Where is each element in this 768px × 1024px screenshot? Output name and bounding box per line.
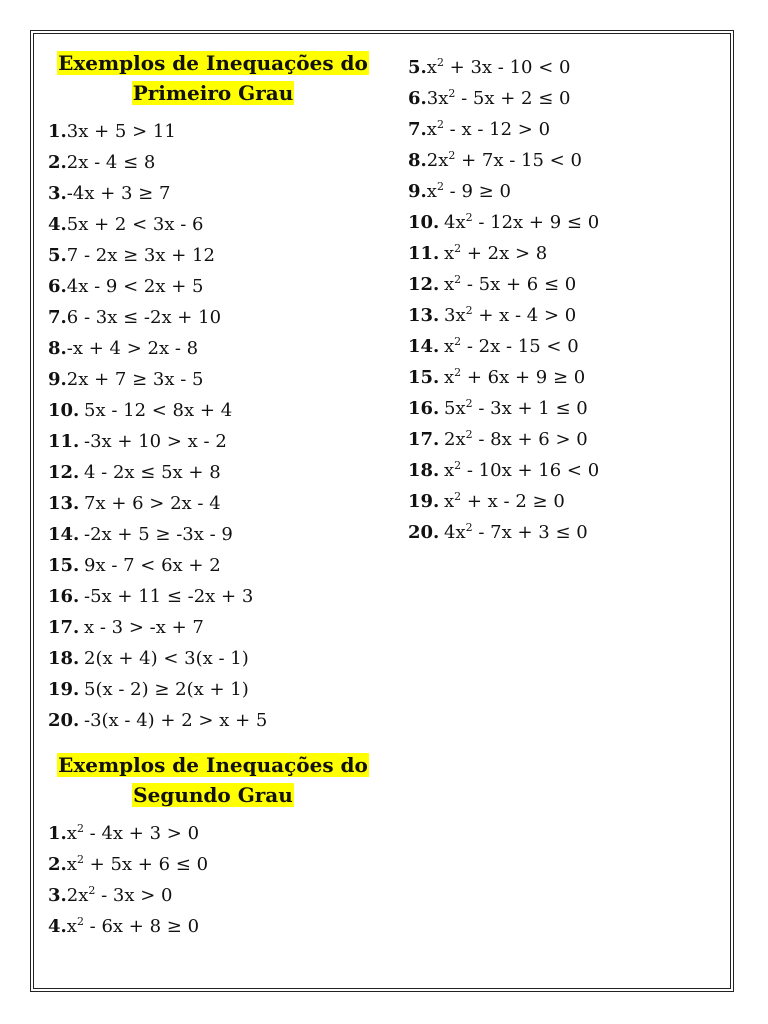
inequation-expression [444, 367, 585, 388]
expression-text: x - 3 > -x + 7 [84, 617, 204, 638]
inequation-item [48, 880, 378, 911]
inequation-expression [444, 305, 576, 326]
item-number: 6. [408, 88, 427, 109]
exponent: 2 [465, 304, 473, 317]
inequation-expression [84, 431, 227, 452]
expression-text: + 5x + 6 ≤ 0 [83, 854, 209, 875]
inequation-expression [444, 212, 599, 233]
expression-text: 2x [426, 150, 449, 171]
inequation-expression [444, 460, 599, 481]
expression-text: 4x - 9 < 2x + 5 [66, 276, 204, 297]
exponent: 2 [436, 118, 444, 131]
item-number: 18. [408, 460, 440, 481]
inequation-item [48, 550, 378, 581]
expression-text: - 3x > 0 [95, 885, 173, 906]
item-number: 5. [48, 245, 67, 266]
item-number: 3. [48, 885, 67, 906]
expression-text: 3x [426, 88, 449, 109]
inequation-expression [67, 823, 199, 844]
inequation-item [408, 145, 728, 176]
item-number: 9. [408, 181, 427, 202]
first-degree-heading-line2: Primeiro Grau [132, 81, 294, 105]
exponent: 2 [465, 521, 473, 534]
exponent: 2 [436, 56, 444, 69]
exponent: 2 [88, 884, 96, 897]
item-number: 9. [48, 369, 67, 390]
expression-text: 2x [66, 885, 89, 906]
expression-text: 7 - 2x ≥ 3x + 12 [66, 245, 215, 266]
expression-text: x [444, 274, 455, 295]
expression-text: 4 - 2x ≤ 5x + 8 [84, 462, 221, 483]
expression-text: 2(x + 4) < 3(x - 1) [84, 648, 249, 669]
item-number: 2. [48, 854, 67, 875]
second-degree-heading [48, 750, 378, 810]
item-number: 15. [408, 367, 440, 388]
expression-text: 2x - 4 ≤ 8 [66, 152, 156, 173]
item-number: 11. [48, 431, 80, 452]
exponent: 2 [76, 822, 84, 835]
item-number: 11. [408, 243, 440, 264]
item-number: 17. [408, 429, 440, 450]
item-number: 20. [408, 522, 440, 543]
inequation-item [408, 486, 728, 517]
exponent: 2 [454, 335, 462, 348]
expression-text: - 7x + 3 ≤ 0 [472, 522, 588, 543]
exponent: 2 [448, 87, 456, 100]
inequation-item [48, 271, 378, 302]
inequation-item [48, 395, 378, 426]
first-degree-list [48, 116, 378, 736]
item-number: 17. [48, 617, 80, 638]
expression-text: x [426, 181, 437, 202]
inequation-expression [67, 276, 204, 297]
inequation-item [408, 393, 728, 424]
item-number: 10. [408, 212, 440, 233]
expression-text: 7x + 6 > 2x - 4 [84, 493, 221, 514]
exponent: 2 [454, 490, 462, 503]
expression-text: - 2x - 15 < 0 [461, 336, 579, 357]
expression-text: 5x [444, 398, 466, 419]
exponent: 2 [448, 149, 456, 162]
expression-text: - 10x + 16 < 0 [461, 460, 600, 481]
item-number: 20. [48, 710, 80, 731]
inequation-item [48, 705, 378, 736]
item-number: 8. [48, 338, 67, 359]
inequation-item [48, 116, 378, 147]
expression-text: x [444, 491, 455, 512]
item-number: 8. [408, 150, 427, 171]
inequation-expression [67, 214, 204, 235]
item-number: 13. [408, 305, 440, 326]
expression-text: + x - 4 > 0 [472, 305, 577, 326]
exponent: 2 [76, 915, 84, 928]
inequation-item [408, 207, 728, 238]
inequation-expression [444, 243, 547, 264]
expression-text: - x - 12 > 0 [443, 119, 551, 140]
inequation-expression [67, 916, 199, 937]
inequation-expression [67, 307, 221, 328]
expression-text: - 4x + 3 > 0 [83, 823, 200, 844]
inequation-expression [84, 462, 221, 483]
expression-text: -5x + 11 ≤ -2x + 3 [84, 586, 254, 607]
exponent: 2 [454, 273, 462, 286]
inequation-item [48, 333, 378, 364]
inequation-expression [67, 885, 173, 906]
inequation-expression [67, 854, 208, 875]
inequation-expression [427, 119, 550, 140]
inequation-expression [84, 524, 233, 545]
inequation-item [48, 488, 378, 519]
inequation-expression [67, 183, 171, 204]
item-number: 2. [48, 152, 67, 173]
inequation-item [408, 362, 728, 393]
right-column [408, 52, 728, 548]
inequation-expression [84, 617, 204, 638]
inequation-expression [67, 245, 215, 266]
inequation-item [408, 114, 728, 145]
item-number: 5. [408, 57, 427, 78]
inequation-item [408, 176, 728, 207]
inequation-expression [84, 586, 253, 607]
second-degree-list-part2 [408, 52, 728, 548]
inequation-expression [67, 338, 198, 359]
inequation-item [408, 424, 728, 455]
expression-text: + 2x > 8 [461, 243, 548, 264]
inequation-expression [444, 274, 576, 295]
inequation-item [48, 818, 378, 849]
expression-text: 9x - 7 < 6x + 2 [84, 555, 221, 576]
inequation-item [408, 52, 728, 83]
first-degree-heading-line1: Exemplos de Inequações do [58, 51, 368, 75]
exponent: 2 [454, 459, 462, 472]
expression-text: - 8x + 6 > 0 [472, 429, 588, 450]
expression-text: 3x [444, 305, 466, 326]
item-number: 1. [48, 823, 67, 844]
inequation-item [408, 238, 728, 269]
inequation-expression [427, 57, 571, 78]
item-number: 18. [48, 648, 80, 669]
item-number: 12. [48, 462, 80, 483]
expression-text: x [426, 57, 437, 78]
expression-text: x [66, 854, 77, 875]
expression-text: + x - 2 ≥ 0 [461, 491, 565, 512]
inequation-item [408, 83, 728, 114]
item-number: 13. [48, 493, 80, 514]
exponent: 2 [454, 366, 462, 379]
inequation-expression [444, 429, 588, 450]
inequation-expression [444, 491, 565, 512]
item-number: 10. [48, 400, 80, 421]
expression-text: x [444, 336, 455, 357]
first-degree-heading [48, 48, 378, 108]
inequation-expression [427, 88, 571, 109]
expression-text: 4x [444, 212, 466, 233]
inequation-item [48, 911, 378, 942]
expression-text: -3x + 10 > x - 2 [84, 431, 227, 452]
expression-text: 4x [444, 522, 466, 543]
exponent: 2 [465, 211, 473, 224]
inequation-item [48, 209, 378, 240]
expression-text: - 12x + 9 ≤ 0 [472, 212, 600, 233]
inequation-item [48, 147, 378, 178]
inequation-expression [84, 679, 249, 700]
inequation-expression [67, 152, 156, 173]
expression-text: - 3x + 1 ≤ 0 [472, 398, 588, 419]
inequation-expression [67, 121, 176, 142]
item-number: 16. [48, 586, 80, 607]
item-number: 4. [48, 214, 67, 235]
expression-text: x [66, 823, 77, 844]
expression-text: + 3x - 10 < 0 [443, 57, 571, 78]
expression-text: 3x + 5 > 11 [66, 121, 176, 142]
expression-text: - 9 ≥ 0 [443, 181, 511, 202]
expression-text: x [426, 119, 437, 140]
left-column [48, 48, 378, 942]
inequation-expression [84, 555, 221, 576]
exponent: 2 [436, 180, 444, 193]
inequation-expression [67, 369, 204, 390]
inequation-item [48, 581, 378, 612]
expression-text: -4x + 3 ≥ 7 [66, 183, 171, 204]
page-border [30, 30, 734, 992]
item-number: 16. [408, 398, 440, 419]
inequation-item [48, 426, 378, 457]
exponent: 2 [454, 242, 462, 255]
expression-text: 5x - 12 < 8x + 4 [84, 400, 233, 421]
item-number: 19. [48, 679, 80, 700]
inequation-expression [84, 648, 249, 669]
expression-text: - 5x + 6 ≤ 0 [461, 274, 577, 295]
item-number: 4. [48, 916, 67, 937]
expression-text: x [444, 243, 455, 264]
item-number: 12. [408, 274, 440, 295]
inequation-item [408, 331, 728, 362]
expression-text: 5(x - 2) ≥ 2(x + 1) [84, 679, 249, 700]
inequation-item [48, 643, 378, 674]
inequation-item [48, 364, 378, 395]
expression-text: 6 - 3x ≤ -2x + 10 [66, 307, 222, 328]
second-degree-heading-line2: Segundo Grau [133, 783, 293, 807]
inequation-expression [444, 398, 588, 419]
expression-text: x [444, 460, 455, 481]
item-number: 14. [48, 524, 80, 545]
exponent: 2 [76, 853, 84, 866]
inequation-item [48, 240, 378, 271]
expression-text: 5x + 2 < 3x - 6 [66, 214, 204, 235]
inequation-expression [84, 493, 221, 514]
expression-text: + 6x + 9 ≥ 0 [461, 367, 586, 388]
item-number: 14. [408, 336, 440, 357]
expression-text: -2x + 5 ≥ -3x - 9 [84, 524, 233, 545]
second-degree-heading-line1: Exemplos de Inequações do [58, 753, 368, 777]
inequation-expression [444, 522, 588, 543]
item-number: 19. [408, 491, 440, 512]
expression-text: - 5x + 2 ≤ 0 [455, 88, 571, 109]
inequation-item [408, 300, 728, 331]
inequation-expression [427, 181, 511, 202]
inequation-item [48, 519, 378, 550]
inequation-item [408, 269, 728, 300]
inequation-item [408, 455, 728, 486]
exponent: 2 [465, 397, 473, 410]
expression-text: -3(x - 4) + 2 > x + 5 [84, 710, 268, 731]
expression-text: x [444, 367, 455, 388]
inequation-item [48, 674, 378, 705]
item-number: 7. [48, 307, 67, 328]
expression-text: + 7x - 15 < 0 [455, 150, 582, 171]
item-number: 7. [408, 119, 427, 140]
inequation-item [48, 849, 378, 880]
inequation-expression [427, 150, 582, 171]
expression-text: 2x + 7 ≥ 3x - 5 [66, 369, 204, 390]
item-number: 6. [48, 276, 67, 297]
exponent: 2 [465, 428, 473, 441]
inequation-expression [84, 400, 232, 421]
item-number: 15. [48, 555, 80, 576]
inequation-item [48, 178, 378, 209]
expression-text: - 6x + 8 ≥ 0 [83, 916, 200, 937]
item-number: 1. [48, 121, 67, 142]
inequation-item [48, 457, 378, 488]
expression-text: x [66, 916, 77, 937]
item-number: 3. [48, 183, 67, 204]
inequation-expression [444, 336, 579, 357]
inequation-expression [84, 710, 267, 731]
inequation-item [408, 517, 728, 548]
inequation-item [48, 302, 378, 333]
expression-text: 2x [444, 429, 466, 450]
inequation-item [48, 612, 378, 643]
second-degree-list-part1 [48, 818, 378, 942]
expression-text: -x + 4 > 2x - 8 [66, 338, 199, 359]
